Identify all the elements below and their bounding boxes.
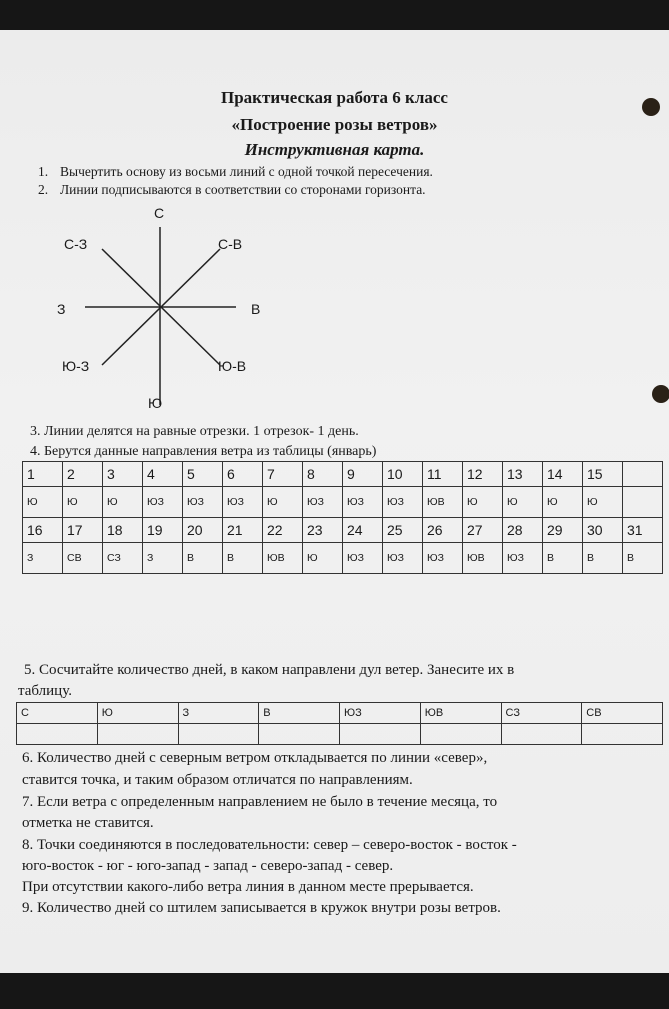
direction-cell: ЮЗ: [343, 543, 383, 574]
direction-cell: Ю: [103, 487, 143, 518]
direction-cell: З: [143, 543, 183, 574]
wind-count-table: [16, 702, 663, 745]
day-cell: 31: [623, 518, 663, 543]
step-3: 3. Линии делятся на равные отрезки. 1 отрезок- 1 день.: [30, 424, 359, 439]
direction-cell: З: [23, 543, 63, 574]
count-value-cell[interactable]: [97, 724, 178, 745]
day-cell: 8: [303, 462, 343, 487]
direction-cell: Ю: [263, 487, 303, 518]
table-row-dirs-1: [23, 487, 663, 518]
title-line-2: «Построение розы ветров»: [231, 115, 438, 134]
direction-cell: Ю: [583, 487, 623, 518]
count-value-cell[interactable]: [17, 724, 98, 745]
label-northwest: С-З: [64, 236, 88, 252]
count-header-cell: СВ: [582, 703, 663, 724]
day-cell: 27: [463, 518, 503, 543]
step-5-line-2: таблицу.: [18, 683, 72, 699]
direction-cell: Ю: [463, 487, 503, 518]
day-cell: 14: [543, 462, 583, 487]
table-row-days-2: [23, 518, 663, 543]
count-value-cell[interactable]: [582, 724, 663, 745]
punch-hole: [652, 385, 669, 403]
day-cell: 15: [583, 462, 623, 487]
step-8-line-3: При отсутствии какого-либо ветра линия в данном месте прерывается.: [22, 879, 474, 895]
count-header-cell: СЗ: [501, 703, 582, 724]
day-cell: 11: [423, 462, 463, 487]
day-cell: 3: [103, 462, 143, 487]
count-table-header-row: [17, 703, 663, 724]
direction-cell: ЮЗ: [383, 543, 423, 574]
day-cell: 21: [223, 518, 263, 543]
table-row-days-1: [23, 462, 663, 487]
step-8-line-2: юго-восток - юг - юго-запад - запад - северо-запад - север.: [22, 858, 394, 874]
step-6-line-1: 6. Количество дней с северным ветром откладывается по линии «север»,: [22, 750, 488, 766]
direction-cell: ЮЗ: [223, 487, 263, 518]
day-cell: 1: [23, 462, 63, 487]
count-header-cell: ЮЗ: [340, 703, 421, 724]
day-cell: 22: [263, 518, 303, 543]
day-cell: 10: [383, 462, 423, 487]
title-line-3: Инструктивная карта.: [244, 140, 425, 159]
direction-cell: ЮЗ: [183, 487, 223, 518]
day-cell: 12: [463, 462, 503, 487]
count-header-cell: Ю: [97, 703, 178, 724]
day-cell: 17: [63, 518, 103, 543]
worksheet-page: [0, 30, 669, 973]
direction-cell: В: [183, 543, 223, 574]
step-4: 4. Берутся данные направления ветра из таблицы (январь): [30, 444, 377, 459]
day-cell: [623, 462, 663, 487]
title-line-1: Практическая работа 6 класс: [221, 88, 448, 107]
direction-cell: Ю: [303, 543, 343, 574]
count-value-cell[interactable]: [501, 724, 582, 745]
day-cell: 19: [143, 518, 183, 543]
wind-rose-diagram: [40, 205, 280, 415]
january-wind-table: [22, 461, 663, 574]
label-west: З: [57, 301, 66, 317]
direction-cell: Ю: [63, 487, 103, 518]
count-header-cell: ЮВ: [420, 703, 501, 724]
day-cell: 29: [543, 518, 583, 543]
day-cell: 30: [583, 518, 623, 543]
label-south: Ю: [148, 395, 163, 411]
table-row-dirs-2: [23, 543, 663, 574]
direction-cell: Ю: [503, 487, 543, 518]
direction-cell: [623, 487, 663, 518]
direction-cell: В: [543, 543, 583, 574]
step-6-line-2: ставится точка, и таким образом отличатся по направлениям.: [22, 772, 413, 788]
step-2: 2. Линии подписываются в соответствии со сторонами горизонта.: [38, 182, 426, 197]
step-1: 1. Вычертить основу из восьми линий с одной точкой пересечения.: [38, 164, 433, 179]
label-north: С: [154, 205, 165, 221]
direction-cell: ЮВ: [263, 543, 303, 574]
day-cell: 28: [503, 518, 543, 543]
direction-cell: ЮВ: [423, 487, 463, 518]
day-cell: 13: [503, 462, 543, 487]
count-value-cell[interactable]: [340, 724, 421, 745]
day-cell: 25: [383, 518, 423, 543]
day-cell: 5: [183, 462, 223, 487]
day-cell: 7: [263, 462, 303, 487]
day-cell: 26: [423, 518, 463, 543]
direction-cell: В: [583, 543, 623, 574]
step-5-line-1: 5. Сосчитайте количество дней, в каком направлени дул ветер. Занесите их в: [24, 662, 515, 678]
direction-cell: ЮЗ: [303, 487, 343, 518]
count-header-cell: З: [178, 703, 259, 724]
day-cell: 6: [223, 462, 263, 487]
count-header-cell: С: [17, 703, 98, 724]
direction-cell: В: [223, 543, 263, 574]
step-9: 9. Количество дней со штилем записывается в кружок внутри розы ветров.: [22, 900, 501, 916]
step-7-line-2: отметка не ставится.: [22, 815, 154, 831]
direction-cell: ЮЗ: [423, 543, 463, 574]
direction-cell: СЗ: [103, 543, 143, 574]
day-cell: 4: [143, 462, 183, 487]
day-cell: 9: [343, 462, 383, 487]
day-cell: 18: [103, 518, 143, 543]
label-east: В: [251, 301, 261, 317]
count-value-cell[interactable]: [178, 724, 259, 745]
count-header-cell: В: [259, 703, 340, 724]
day-cell: 20: [183, 518, 223, 543]
direction-cell: Ю: [543, 487, 583, 518]
direction-cell: ЮВ: [463, 543, 503, 574]
day-cell: 23: [303, 518, 343, 543]
direction-cell: ЮЗ: [143, 487, 183, 518]
direction-cell: Ю: [23, 487, 63, 518]
direction-cell: В: [623, 543, 663, 574]
direction-cell: ЮЗ: [503, 543, 543, 574]
label-southeast: Ю-В: [218, 358, 247, 374]
direction-cell: ЮЗ: [343, 487, 383, 518]
direction-cell: ЮЗ: [383, 487, 423, 518]
count-table-value-row: [17, 724, 663, 745]
day-cell: 16: [23, 518, 63, 543]
label-northeast: С-В: [218, 236, 243, 252]
day-cell: 2: [63, 462, 103, 487]
count-value-cell[interactable]: [420, 724, 501, 745]
day-cell: 24: [343, 518, 383, 543]
count-value-cell[interactable]: [259, 724, 340, 745]
step-7-line-1: 7. Если ветра с определенным направлением не было в течение месяца, то: [22, 794, 498, 810]
direction-cell: СВ: [63, 543, 103, 574]
step-8-line-1: 8. Точки соединяются в последовательности: север – северо-восток - восток -: [22, 837, 517, 853]
label-southwest: Ю-З: [62, 358, 90, 374]
